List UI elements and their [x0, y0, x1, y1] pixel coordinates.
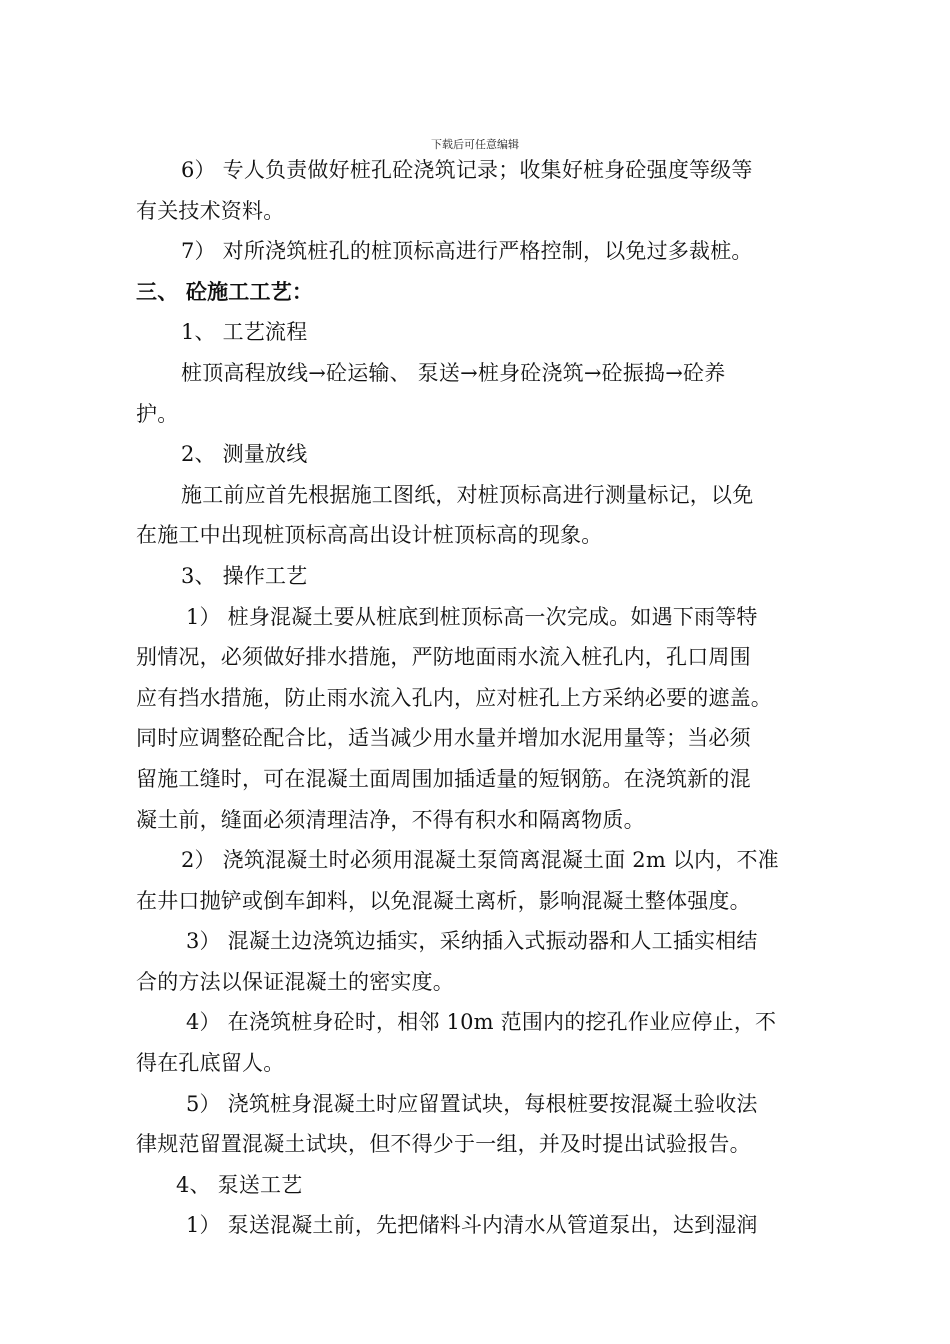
- paragraph-line: 留施工缝时，可在混凝土面周围加插适量的短钢筋。在浇筑新的混: [136, 766, 751, 791]
- paragraph-line: 在施工中出现桩顶标高高出设计桩顶标高的现象。: [136, 523, 603, 548]
- subheading-4: 4、 泵送工艺: [176, 1172, 303, 1197]
- subheading-3: 3、 操作工艺: [181, 563, 308, 588]
- list-item-6: 6） 专人负责做好桩孔砼浇筑记录；收集好桩身砼强度等级等: [181, 158, 753, 182]
- paragraph-line: 同时应调整砼配合比，适当减少用水量并增加水泥用量等；当必须: [136, 726, 751, 751]
- paragraph-line: 凝土前，缝面必须清理洁净，不得有积水和隔离物质。: [136, 807, 645, 832]
- paragraph-line: 护。: [136, 401, 179, 426]
- list-item-3: 3） 混凝土边浇筑边插实，采纳插入式振动器和人工插实相结: [186, 929, 758, 954]
- paragraph-line: 有关技术资料。: [136, 198, 285, 223]
- paragraph-line: 合的方法以保证混凝土的密实度。: [136, 969, 454, 994]
- list-item-2: 2） 浇筑混凝土时必须用混凝土泵筒离混凝土面 2m 以内，不准: [181, 848, 779, 873]
- paragraph-line: 律规范留置混凝土试块，但不得少于一组，并及时提出试验报告。: [136, 1132, 751, 1157]
- paragraph-line: 应有挡水措施，防止雨水流入孔内，应对桩孔上方采纳必要的遮盖。: [136, 685, 772, 710]
- paragraph-line: 施工前应首先根据施工图纸，对桩顶标高进行测量标记，以免: [181, 482, 754, 507]
- page-header-note: 下载后可任意编辑: [431, 138, 519, 151]
- paragraph-line: 别情况，必须做好排水措施，严防地面雨水流入桩孔内，孔口周围: [136, 645, 751, 670]
- list-item-7: 7） 对所浇筑桩孔的桩顶标高进行严格控制，以免过多裁桩。: [181, 239, 753, 264]
- list-item-5: 5） 浇筑桩身混凝土时应留置试块，每根桩要按混凝土验收法: [186, 1091, 758, 1116]
- section-heading-3: 三、 砼施工工艺：: [136, 278, 314, 304]
- paragraph-line: 桩顶高程放线→砼运输、 泵送→桩身砼浇筑→砼振捣→砼养: [181, 360, 726, 385]
- list-item-1: 1） 桩身混凝土要从桩底到桩顶标高一次完成。如遇下雨等特: [186, 604, 758, 629]
- list-item-4: 4） 在浇筑桩身砼时，相邻 10m 范围内的挖孔作业应停止，不: [186, 1010, 777, 1035]
- subheading-1: 1、 工艺流程: [181, 320, 308, 345]
- list-item-1: 1） 泵送混凝土前，先把储料斗内清水从管道泵出，达到湿润: [186, 1213, 758, 1238]
- paragraph-line: 得在孔底留人。: [136, 1051, 285, 1076]
- subheading-2: 2、 测量放线: [181, 442, 308, 467]
- paragraph-line: 在井口抛铲或倒车卸料，以免混凝土离析，影响混凝土整体强度。: [136, 888, 751, 913]
- document-body: [136, 150, 836, 1246]
